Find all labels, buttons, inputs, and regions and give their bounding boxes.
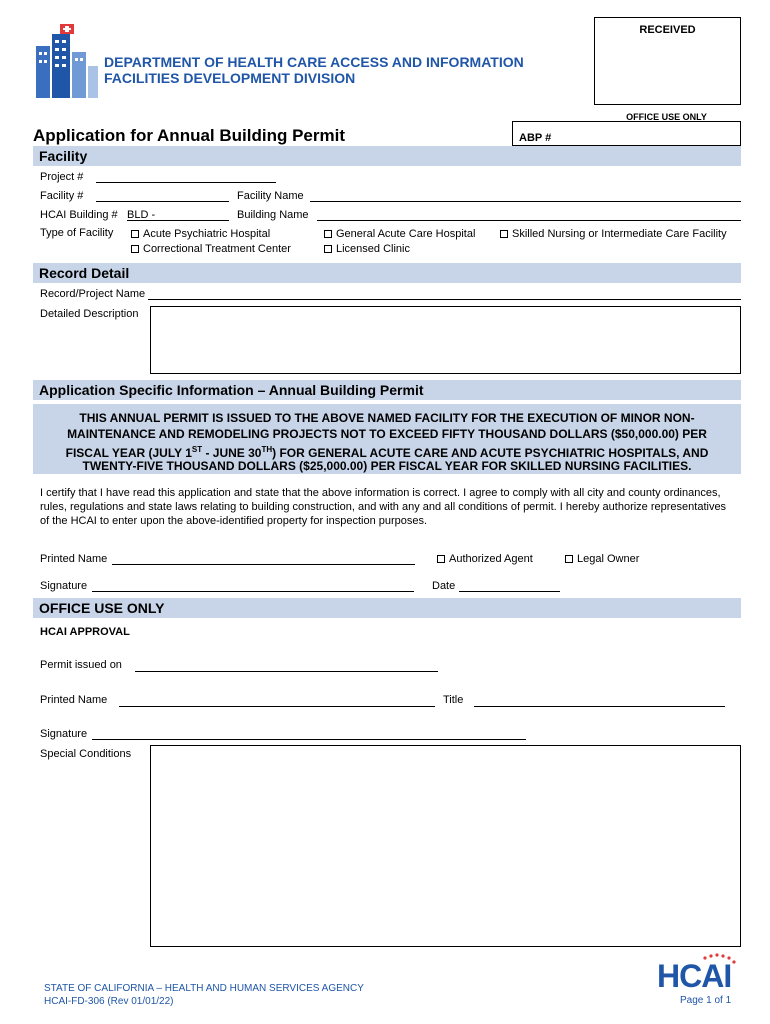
record-name-label: Record/Project Name <box>40 288 146 300</box>
notice-line-3: FISCAL YEAR (JULY 1ST - JUNE 30TH) FOR GENERAL ACUTE CARE AND ACUTE PSYCHIATRIC HOSPITALS, AND <box>65 445 709 460</box>
office-section-title: OFFICE USE ONLY <box>39 600 165 616</box>
footer-page-number: Page 1 of 1 <box>680 995 732 1006</box>
office-signature-field[interactable] <box>92 739 526 740</box>
type-of-facility-label: Type of Facility <box>40 227 114 239</box>
app-info-section-title: Application Specific Information – Annual Building Permit <box>39 382 424 398</box>
building-logo-icon <box>34 22 100 100</box>
received-box <box>594 17 741 105</box>
applicant-printed-name-label: Printed Name <box>40 553 108 565</box>
facility-section-title: Facility <box>39 148 88 164</box>
division-title: FACILITIES DEVELOPMENT DIVISION <box>104 70 356 86</box>
applicant-signature-label: Signature <box>40 580 88 592</box>
office-signature-label: Signature <box>40 728 88 740</box>
project-label: Project # <box>40 171 84 183</box>
applicant-printed-name-field[interactable] <box>112 564 415 565</box>
app-info-section-band <box>33 380 741 400</box>
department-title: DEPARTMENT OF HEALTH CARE ACCESS AND INFORMATION <box>104 54 524 70</box>
form-title: Application for Annual Building Permit <box>33 126 345 145</box>
hcai-logo-text: HCAI <box>657 958 732 994</box>
record-section-title: Record Detail <box>39 265 130 281</box>
checkbox-general-acute[interactable]: General Acute Care Hospital <box>324 228 475 240</box>
permit-issued-field[interactable] <box>135 671 438 672</box>
project-field[interactable] <box>96 182 276 183</box>
checkbox-icon <box>500 230 508 238</box>
checkbox-icon <box>131 245 139 253</box>
notice-line-1: THIS ANNUAL PERMIT IS ISSUED TO THE ABOVE NAMED FACILITY FOR THE EXECUTION OF MINOR NON- <box>79 411 695 425</box>
facility-number-label: Facility # <box>40 190 84 202</box>
facility-number-field[interactable] <box>96 201 229 202</box>
checkbox-icon <box>324 230 332 238</box>
description-label: Detailed Description <box>40 308 139 320</box>
checkbox-icon <box>565 555 573 563</box>
building-name-field[interactable] <box>317 220 741 221</box>
office-printed-name-field[interactable] <box>119 706 435 707</box>
checkbox-icon <box>131 230 139 238</box>
bld-prefix: BLD - <box>127 209 156 221</box>
footer-agency: STATE OF CALIFORNIA – HEALTH AND HUMAN SERVICES AGENCY <box>44 983 364 994</box>
checkbox-icon <box>437 555 445 563</box>
record-name-field[interactable] <box>148 299 741 300</box>
date-field[interactable] <box>459 591 560 592</box>
office-printed-name-label: Printed Name <box>40 694 108 706</box>
record-section-band <box>33 263 741 283</box>
special-conditions-label: Special Conditions <box>40 748 132 760</box>
office-section-band <box>33 598 741 618</box>
facility-name-field[interactable] <box>310 201 741 202</box>
checkbox-authorized-agent[interactable]: Authorized Agent <box>437 553 533 565</box>
certification-text: I certify that I have read this application and state that the above information is correct. I agree to comply with all city and county ordinances, rules, regulations and state laws relating to building construction, and with any and all conditions of permit. I hereby authorize representatives of the HCAI to enter upon the above-identified property for inspection purposes. <box>40 487 727 527</box>
applicant-signature-field[interactable] <box>92 591 414 592</box>
permit-issued-label: Permit issued on <box>40 659 122 671</box>
notice-line-4: TWENTY-FIVE THOUSAND DOLLARS ($25,000.00) PER FISCAL YEAR FOR SKILLED NURSING FACILITIES. <box>82 459 692 473</box>
date-label: Date <box>432 580 456 592</box>
office-title-field[interactable] <box>474 706 725 707</box>
checkbox-acute-psychiatric[interactable]: Acute Psychiatric Hospital <box>131 228 270 240</box>
facility-section-band <box>33 146 741 166</box>
footer-form-number: HCAI-FD-306 (Rev 01/01/22) <box>44 996 174 1007</box>
building-name-label: Building Name <box>237 209 309 221</box>
office-title-label: Title <box>443 694 464 706</box>
special-conditions-field[interactable] <box>150 745 741 947</box>
checkbox-correctional[interactable]: Correctional Treatment Center <box>131 243 291 255</box>
facility-name-label: Facility Name <box>237 190 304 202</box>
hcai-building-label: HCAI Building # <box>40 209 118 221</box>
description-field[interactable] <box>150 306 741 374</box>
hcai-logo <box>655 952 745 994</box>
abp-box[interactable] <box>512 121 741 146</box>
checkbox-icon <box>324 245 332 253</box>
checkbox-licensed-clinic[interactable]: Licensed Clinic <box>324 243 410 255</box>
hcai-approval-label: HCAI APPROVAL <box>40 626 130 638</box>
hcai-building-field[interactable] <box>127 220 229 221</box>
checkbox-skilled-nursing[interactable]: Skilled Nursing or Intermediate Care Facility <box>500 228 727 240</box>
abp-label: ABP # <box>519 132 552 144</box>
received-label: RECEIVED <box>639 24 696 36</box>
notice-line-2: MAINTENANCE AND REMODELING PROJECTS NOT TO EXCEED FIFTY THOUSAND DOLLARS ($50,000.00) PER <box>67 427 707 441</box>
office-use-only-small: OFFICE USE ONLY <box>626 112 707 122</box>
checkbox-legal-owner[interactable]: Legal Owner <box>565 553 639 565</box>
permit-notice <box>33 404 741 474</box>
